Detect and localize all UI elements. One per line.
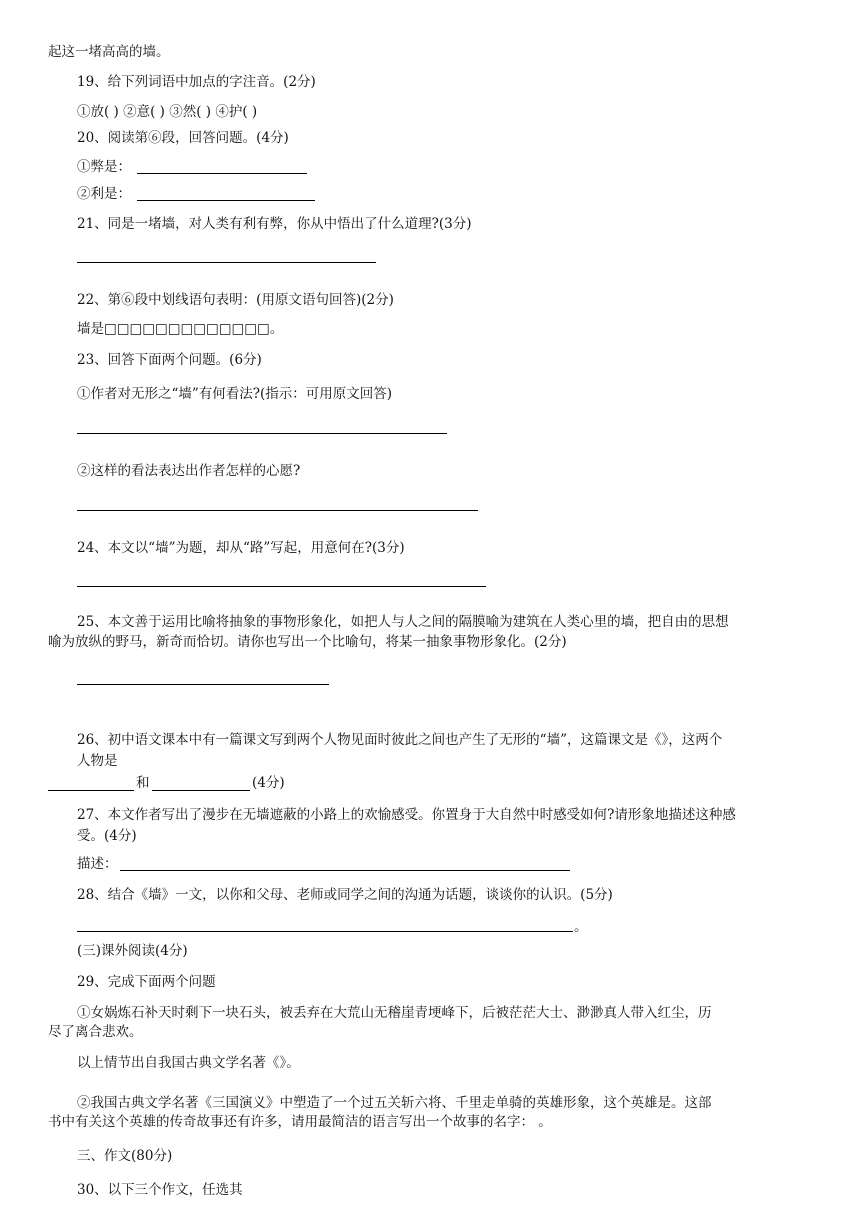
q23-part-2: ②这样的看法表达出作者怎样的心愿?	[77, 463, 301, 479]
q25-answer-line[interactable]	[77, 684, 329, 685]
q26-score: (4分)	[252, 775, 285, 791]
question-20: 20、阅读第⑥段，回答问题。(4分)	[77, 130, 289, 146]
q20-advantage-label: ②利是：	[77, 186, 131, 202]
question-26-line-2: 人物是	[77, 753, 118, 769]
q23-part-1: ①作者对无形之“墙”有何看法?(指示：可用原文回答)	[77, 386, 393, 402]
q26-answer-blank-1[interactable]	[48, 790, 134, 791]
q20-disadvantage-answer-line[interactable]	[137, 173, 307, 174]
question-24: 24、本文以“墙”为题，却从“路”写起，用意何在?(3分)	[77, 540, 405, 556]
question-27-line-1: 27、本文作者写出了漫步在无墙遮蔽的小路上的欢愉感受。你置身于大自然中时感受如何?请形象地描述这种感	[77, 807, 736, 823]
question-25-line-2: 喻为放纵的野马，新奇而恰切。请你也写出一个比喻句，将某一抽象事物形象化。(2分)	[48, 634, 567, 650]
question-27-line-2: 受。(4分)	[77, 828, 137, 844]
q29-part-2-line-1: ②我国古典文学名著《三国演义》中塑造了一个过五关斩六将、千里走单骑的英雄形象，这个英雄是。这部	[77, 1095, 712, 1111]
q26-answer-blank-2[interactable]	[152, 790, 250, 791]
question-23: 23、回答下面两个问题。(6分)	[77, 352, 262, 368]
section-composition: 三、作文(80分)	[77, 1148, 173, 1164]
q20-advantage-answer-line[interactable]	[137, 200, 315, 201]
q29-part-2-line-2: 书中有关这个英雄的传奇故事还有许多，请用最简洁的语言写出一个故事的名字： 。	[48, 1114, 552, 1130]
q28-end-mark: 。	[574, 919, 588, 935]
question-21: 21、同是一堵墙，对人类有利有弊，你从中悟出了什么道理?(3分)	[77, 216, 472, 232]
q22-answer-boxes: 墙是□□□□□□□□□□□□□。	[77, 321, 284, 337]
question-30: 30、以下三个作文，任选其	[77, 1182, 243, 1198]
question-26-line-1: 26、初中语文课本中有一篇课文写到两个人物见面时彼此之间也产生了无形的“墙”，这篇课文是《》，这两个	[77, 732, 723, 748]
q27-answer-line[interactable]	[120, 870, 570, 871]
q27-describe-label: 描述：	[77, 856, 118, 872]
question-22: 22、第⑥段中划线语句表明：(用原文语句回答)(2分)	[77, 292, 394, 308]
question-28: 28、结合《墙》一文，以你和父母、老师或同学之间的沟通为话题，谈谈你的认识。(5分)	[77, 887, 613, 903]
q29-part-1-question: 以上情节出自我国古典文学名著《》。	[77, 1055, 300, 1071]
q24-answer-line[interactable]	[77, 586, 486, 587]
question-29: 29、完成下面两个问题	[77, 974, 216, 990]
q28-answer-line[interactable]	[77, 931, 573, 932]
q29-part-1-line-2: 尽了离合悲欢。	[48, 1024, 143, 1040]
q23-part-2-answer-line[interactable]	[77, 510, 478, 511]
question-19: 19、给下列词语中加点的字注音。(2分)	[77, 74, 316, 90]
q29-part-1-line-1: ①女娲炼石补天时剩下一块石头，被丢弃在大荒山无稽崖青埂峰下，后被茫茫大士、渺渺真人带入红尘，历	[77, 1005, 712, 1021]
section-extracurricular-reading: (三)课外阅读(4分)	[77, 943, 188, 959]
question-19-items: ①放( ) ②意( ) ③然( ) ④护( )	[77, 104, 258, 120]
text-line: 起这一堵高高的墙。	[48, 44, 170, 60]
q20-disadvantage-label: ①弊是：	[77, 159, 131, 175]
q26-and-text: 和	[136, 775, 150, 791]
question-25-line-1: 25、本文善于运用比喻将抽象的事物形象化，如把人与人之间的隔膜喻为建筑在人类心里的墙，把自由的思想	[77, 614, 729, 630]
q21-answer-line[interactable]	[77, 262, 376, 263]
q23-part-1-answer-line[interactable]	[77, 433, 447, 434]
